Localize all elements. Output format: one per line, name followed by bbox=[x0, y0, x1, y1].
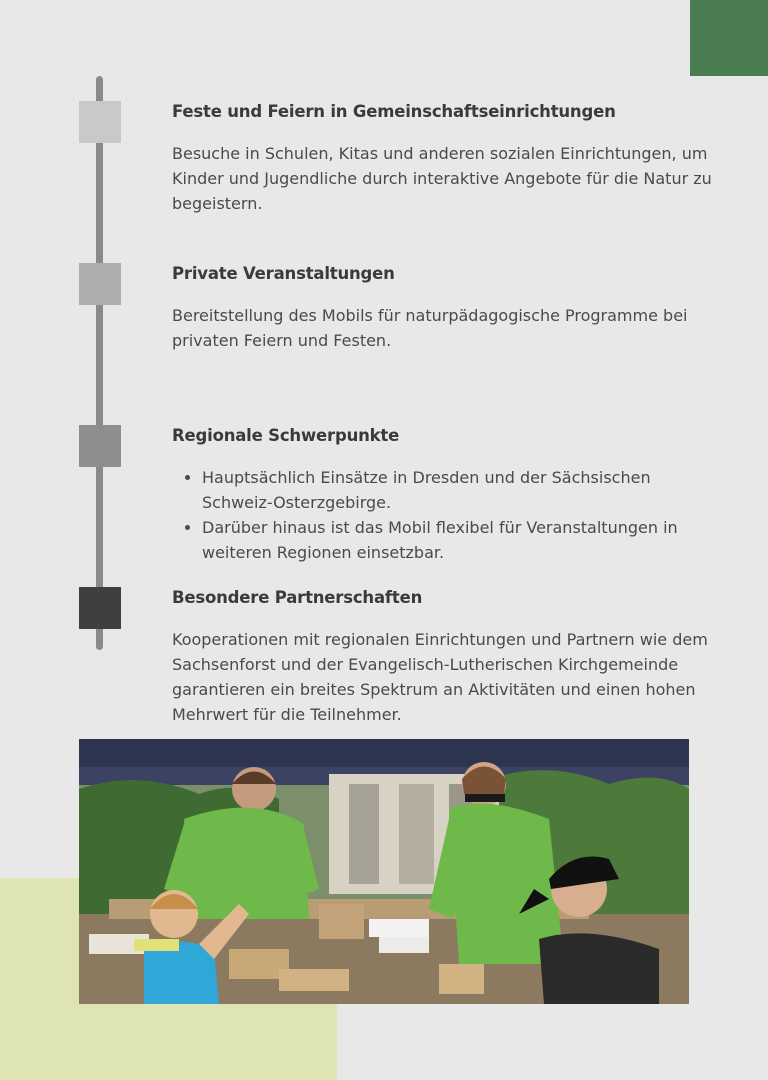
section-private-events bbox=[172, 264, 722, 353]
section-regional-focus bbox=[172, 426, 722, 565]
timeline-marker-1 bbox=[79, 101, 121, 143]
section-heading: Regionale Schwerpunkte bbox=[172, 426, 400, 445]
corner-accent-green bbox=[690, 0, 768, 76]
bullet-item: • Darüber hinaus ist das Mobil flexibel für Veranstaltungen in weiteren Regionen einsetzbar. bbox=[202, 515, 722, 565]
bullet-item: • Hauptsächlich Einsätze in Dresden und der Sächsischen Schweiz-Osterzgebirge. bbox=[202, 465, 722, 515]
timeline-marker-3 bbox=[79, 425, 121, 467]
bullet-list bbox=[172, 465, 722, 565]
workshop-photo bbox=[79, 739, 689, 1004]
timeline-line bbox=[96, 76, 103, 650]
section-partnerships bbox=[172, 588, 722, 727]
section-community-events bbox=[172, 102, 722, 216]
section-text: Bereitstellung des Mobils für naturpädagogische Programme bei privaten Feiern und Festen. bbox=[172, 306, 688, 350]
section-heading: Feste und Feiern in Gemeinschaftseinrichtungen bbox=[172, 102, 616, 121]
section-heading: Besondere Partnerschaften bbox=[172, 588, 423, 607]
section-heading: Private Veranstaltungen bbox=[172, 264, 395, 283]
section-text: Kooperationen mit regionalen Einrichtungen und Partnern wie dem Sachsenforst und der Evangelisch-Lutherischen Kirchgemeinde garantieren ein breites Spektrum an Aktivitäten und einen hohen Mehrwert für die Teilnehmer. bbox=[172, 630, 708, 724]
section-text: Besuche in Schulen, Kitas und anderen sozialen Einrichtungen, um Kinder und Jugendliche durch interaktive Angebote für die Natur zu begeistern. bbox=[172, 144, 712, 213]
timeline-marker-2 bbox=[79, 263, 121, 305]
timeline-marker-4 bbox=[79, 587, 121, 629]
